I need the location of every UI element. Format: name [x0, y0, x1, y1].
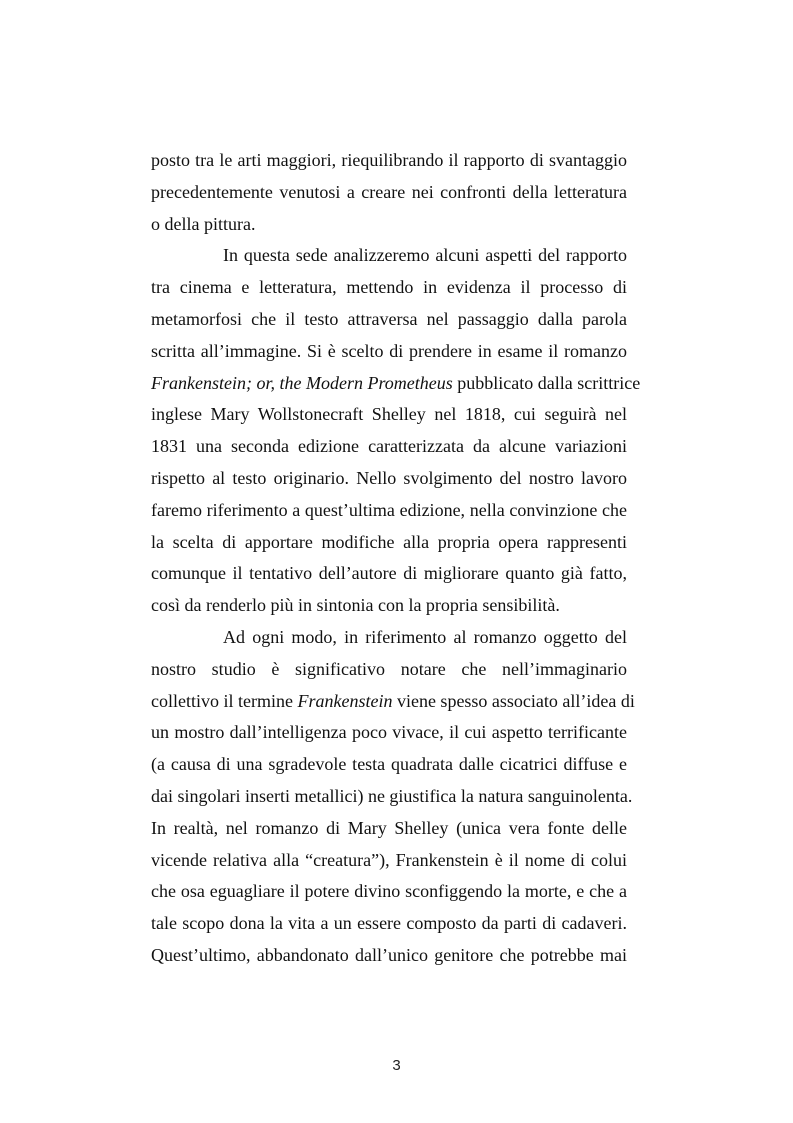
text-line: o della pittura.	[151, 213, 256, 234]
text-line: precedentemente venutosi a creare nei confronti della letteratura	[151, 181, 627, 202]
text-line: così da renderlo più in sintonia con la propria sensibilità.	[151, 595, 560, 616]
text-line: Quest’ultimo, abbandonato dall’unico genitore che potrebbe mai	[151, 944, 627, 965]
paragraph	[151, 622, 635, 972]
text-line: inglese Mary Wollstonecraft Shelley nel 1818, cui seguirà nel	[151, 404, 627, 425]
paragraph	[151, 240, 641, 622]
text-line: la scelta di apportare modifiche alla propria opera rappresenti	[151, 531, 627, 552]
text-line: scritta all’immagine. Si è scelto di prendere in esame il romanzo	[151, 340, 627, 361]
text-line: posto tra le arti maggiori, riequilibrando il rapporto di svantaggio	[151, 150, 627, 170]
text-line: In realtà, nel romanzo di Mary Shelley (unica vera fonte delle	[151, 817, 627, 838]
text-line: Frankenstein; or, the Modern Prometheus pubblicato dalla scrittrice	[151, 372, 641, 393]
text-line: vicende relativa alla “creatura”), Frankenstein è il nome di colui	[151, 849, 627, 870]
italic-title: Frankenstein; or, the Modern Prometheus	[151, 372, 453, 393]
text-line: comunque il tentativo dell’autore di migliorare quanto già fatto,	[151, 563, 627, 584]
text-line: un mostro dall’intelligenza poco vivace, il cui aspetto terrificante	[151, 722, 627, 743]
text-line: Ad ogni modo, in riferimento al romanzo oggetto del	[223, 626, 627, 647]
text-line: metamorfosi che il testo attraversa nel passaggio dalla parola	[151, 308, 627, 329]
text-line: che osa eguagliare il potere divino sconfiggendo la morte, e che a	[151, 881, 627, 902]
text-line: rispetto al testo originario. Nello svolgimento del nostro lavoro	[151, 467, 627, 488]
text-line: In questa sede analizzeremo alcuni aspetti del rapporto	[223, 245, 627, 266]
paragraph	[151, 145, 627, 240]
text-line: tra cinema e letteratura, mettendo in evidenza il processo di	[151, 277, 627, 298]
text-line: (a causa di una sgradevole testa quadrata dalle cicatrici diffuse e	[151, 754, 627, 775]
text-line: collettivo il termine Frankenstein viene spesso associato all’idea di	[151, 690, 635, 711]
text-line: faremo riferimento a quest’ultima edizione, nella convinzione che	[151, 499, 627, 520]
text-line: dai singolari inserti metallici) ne giustifica la natura sanguinolenta.	[151, 785, 633, 806]
text-line: 1831 una seconda edizione caratterizzata da alcune variazioni	[151, 436, 627, 457]
text-line: nostro studio è significativo notare che nell’immaginario	[151, 658, 627, 679]
page-body-text	[151, 145, 641, 972]
italic-title: Frankenstein	[297, 690, 393, 711]
page-number: 3	[392, 1057, 401, 1074]
text-line: tale scopo dona la vita a un essere composto da parti di cadaveri.	[151, 913, 627, 934]
